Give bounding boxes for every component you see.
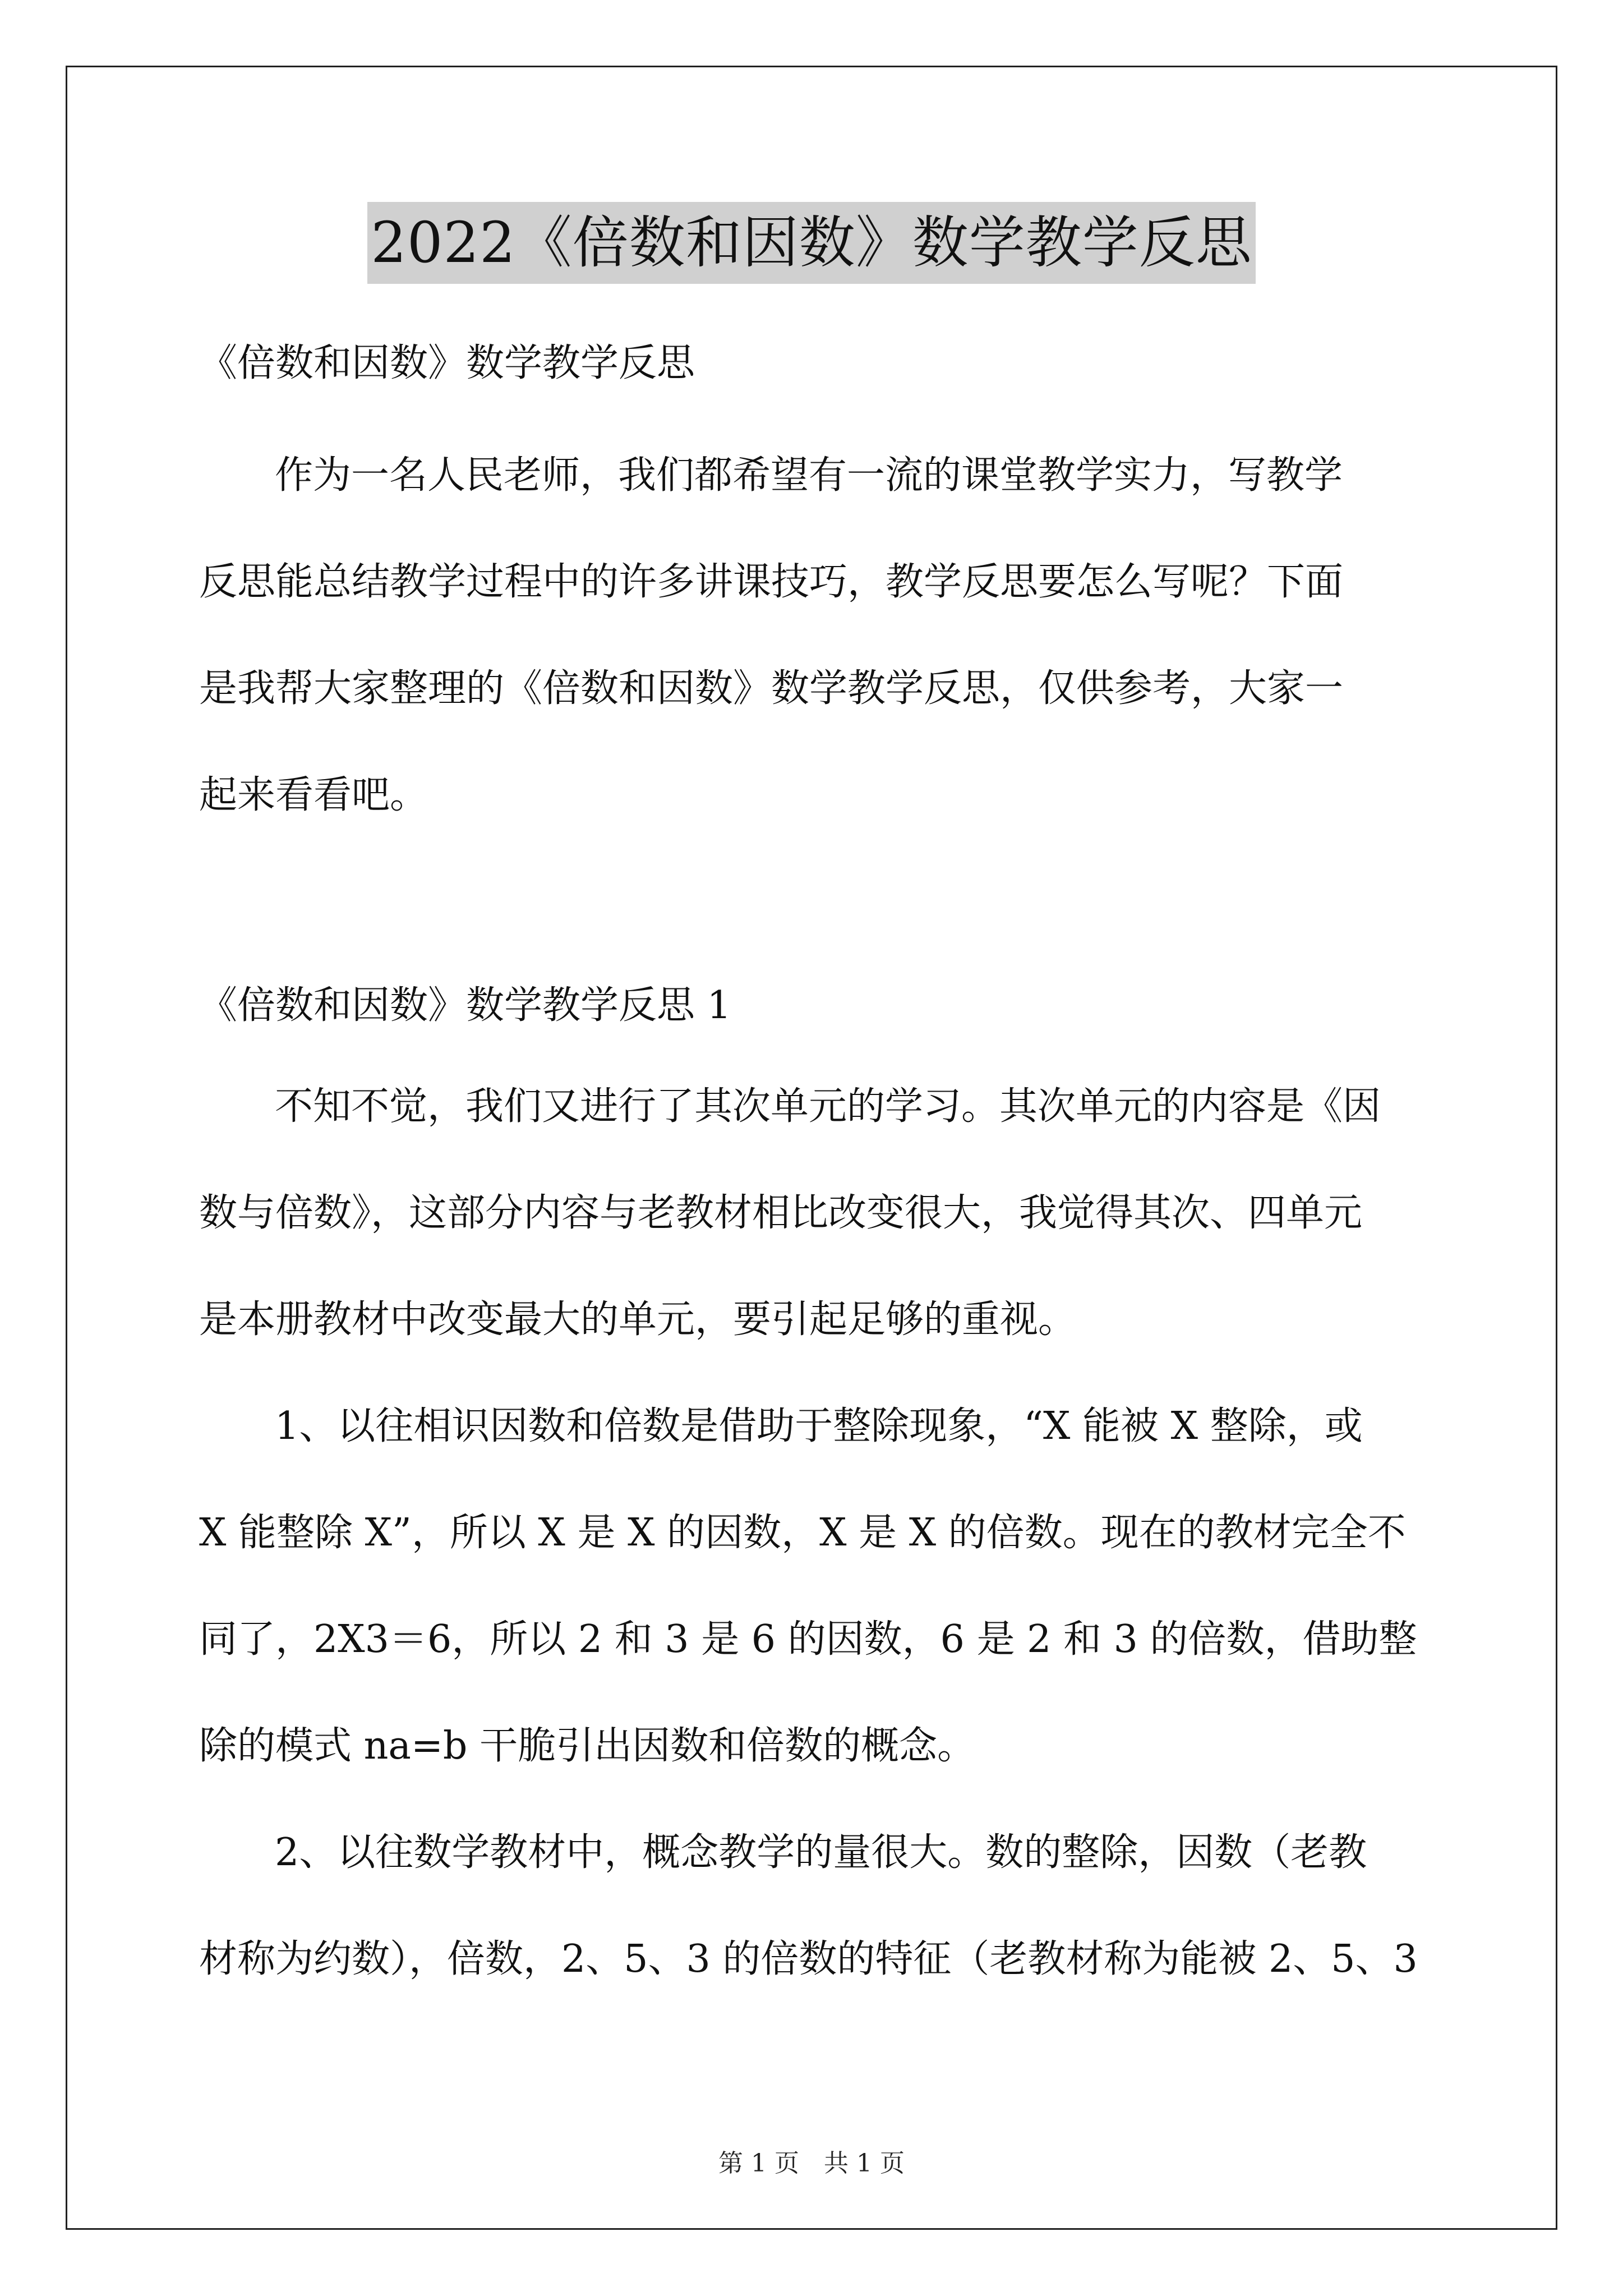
paragraph-line: 除的模式 na=b 干脆引出因数和倍数的概念。 [199,1724,976,1768]
document-title: 2022《倍数和因数》数学教学反思 [367,202,1256,284]
paragraph-line: 作为一名人民老师，我们都希望有一流的课堂教学实力，写教学 [275,453,1343,498]
section-heading: 《倍数和因数》数学教学反思 1 [199,983,731,1028]
paragraph-line: 是我帮大家整理的《倍数和因数》数学教学反思，仅供参考，大家一 [199,666,1344,711]
title-container [0,202,1623,284]
paragraph-line: 1、以往相识因数和倍数是借助于整除现象，“X 能被 X 整除，或 [275,1404,1363,1448]
paragraph-line: 起来看看吧。 [199,773,428,817]
paragraph-line: 是本册教材中改变最大的单元，要引起足够的重视。 [199,1297,1077,1342]
paragraph-line: 不知不觉，我们又进行了其次单元的学习。其次单元的内容是《因 [275,1084,1381,1129]
page-number-footer: 第 1 页 共 1 页 [718,2149,905,2178]
paragraph-line: 数与倍数》，这部分内容与老教材相比改变很大，我觉得其次、四单元 [199,1191,1363,1235]
paragraph-line: 同了，2X3＝6，所以 2 和 3 是 6 的因数，6 是 2 和 3 的倍数，借助整 [199,1617,1417,1662]
paragraph-line: X 能整除 X”，所以 X 是 X 的因数，X 是 X 的倍数。现在的教材完全不 [199,1511,1406,1555]
paragraph-line: 2、以往数学教材中，概念教学的量很大。数的整除，因数（老教 [275,1830,1367,1875]
section-heading: 《倍数和因数》数学教学反思 [199,341,695,385]
paragraph-line: 材称为约数），倍数，2、5、3 的倍数的特征（老教材称为能被 2、5、3 [199,1937,1418,1981]
paragraph-line: 反思能总结教学过程中的许多讲课技巧，教学反思要怎么写呢？下面 [199,560,1344,604]
